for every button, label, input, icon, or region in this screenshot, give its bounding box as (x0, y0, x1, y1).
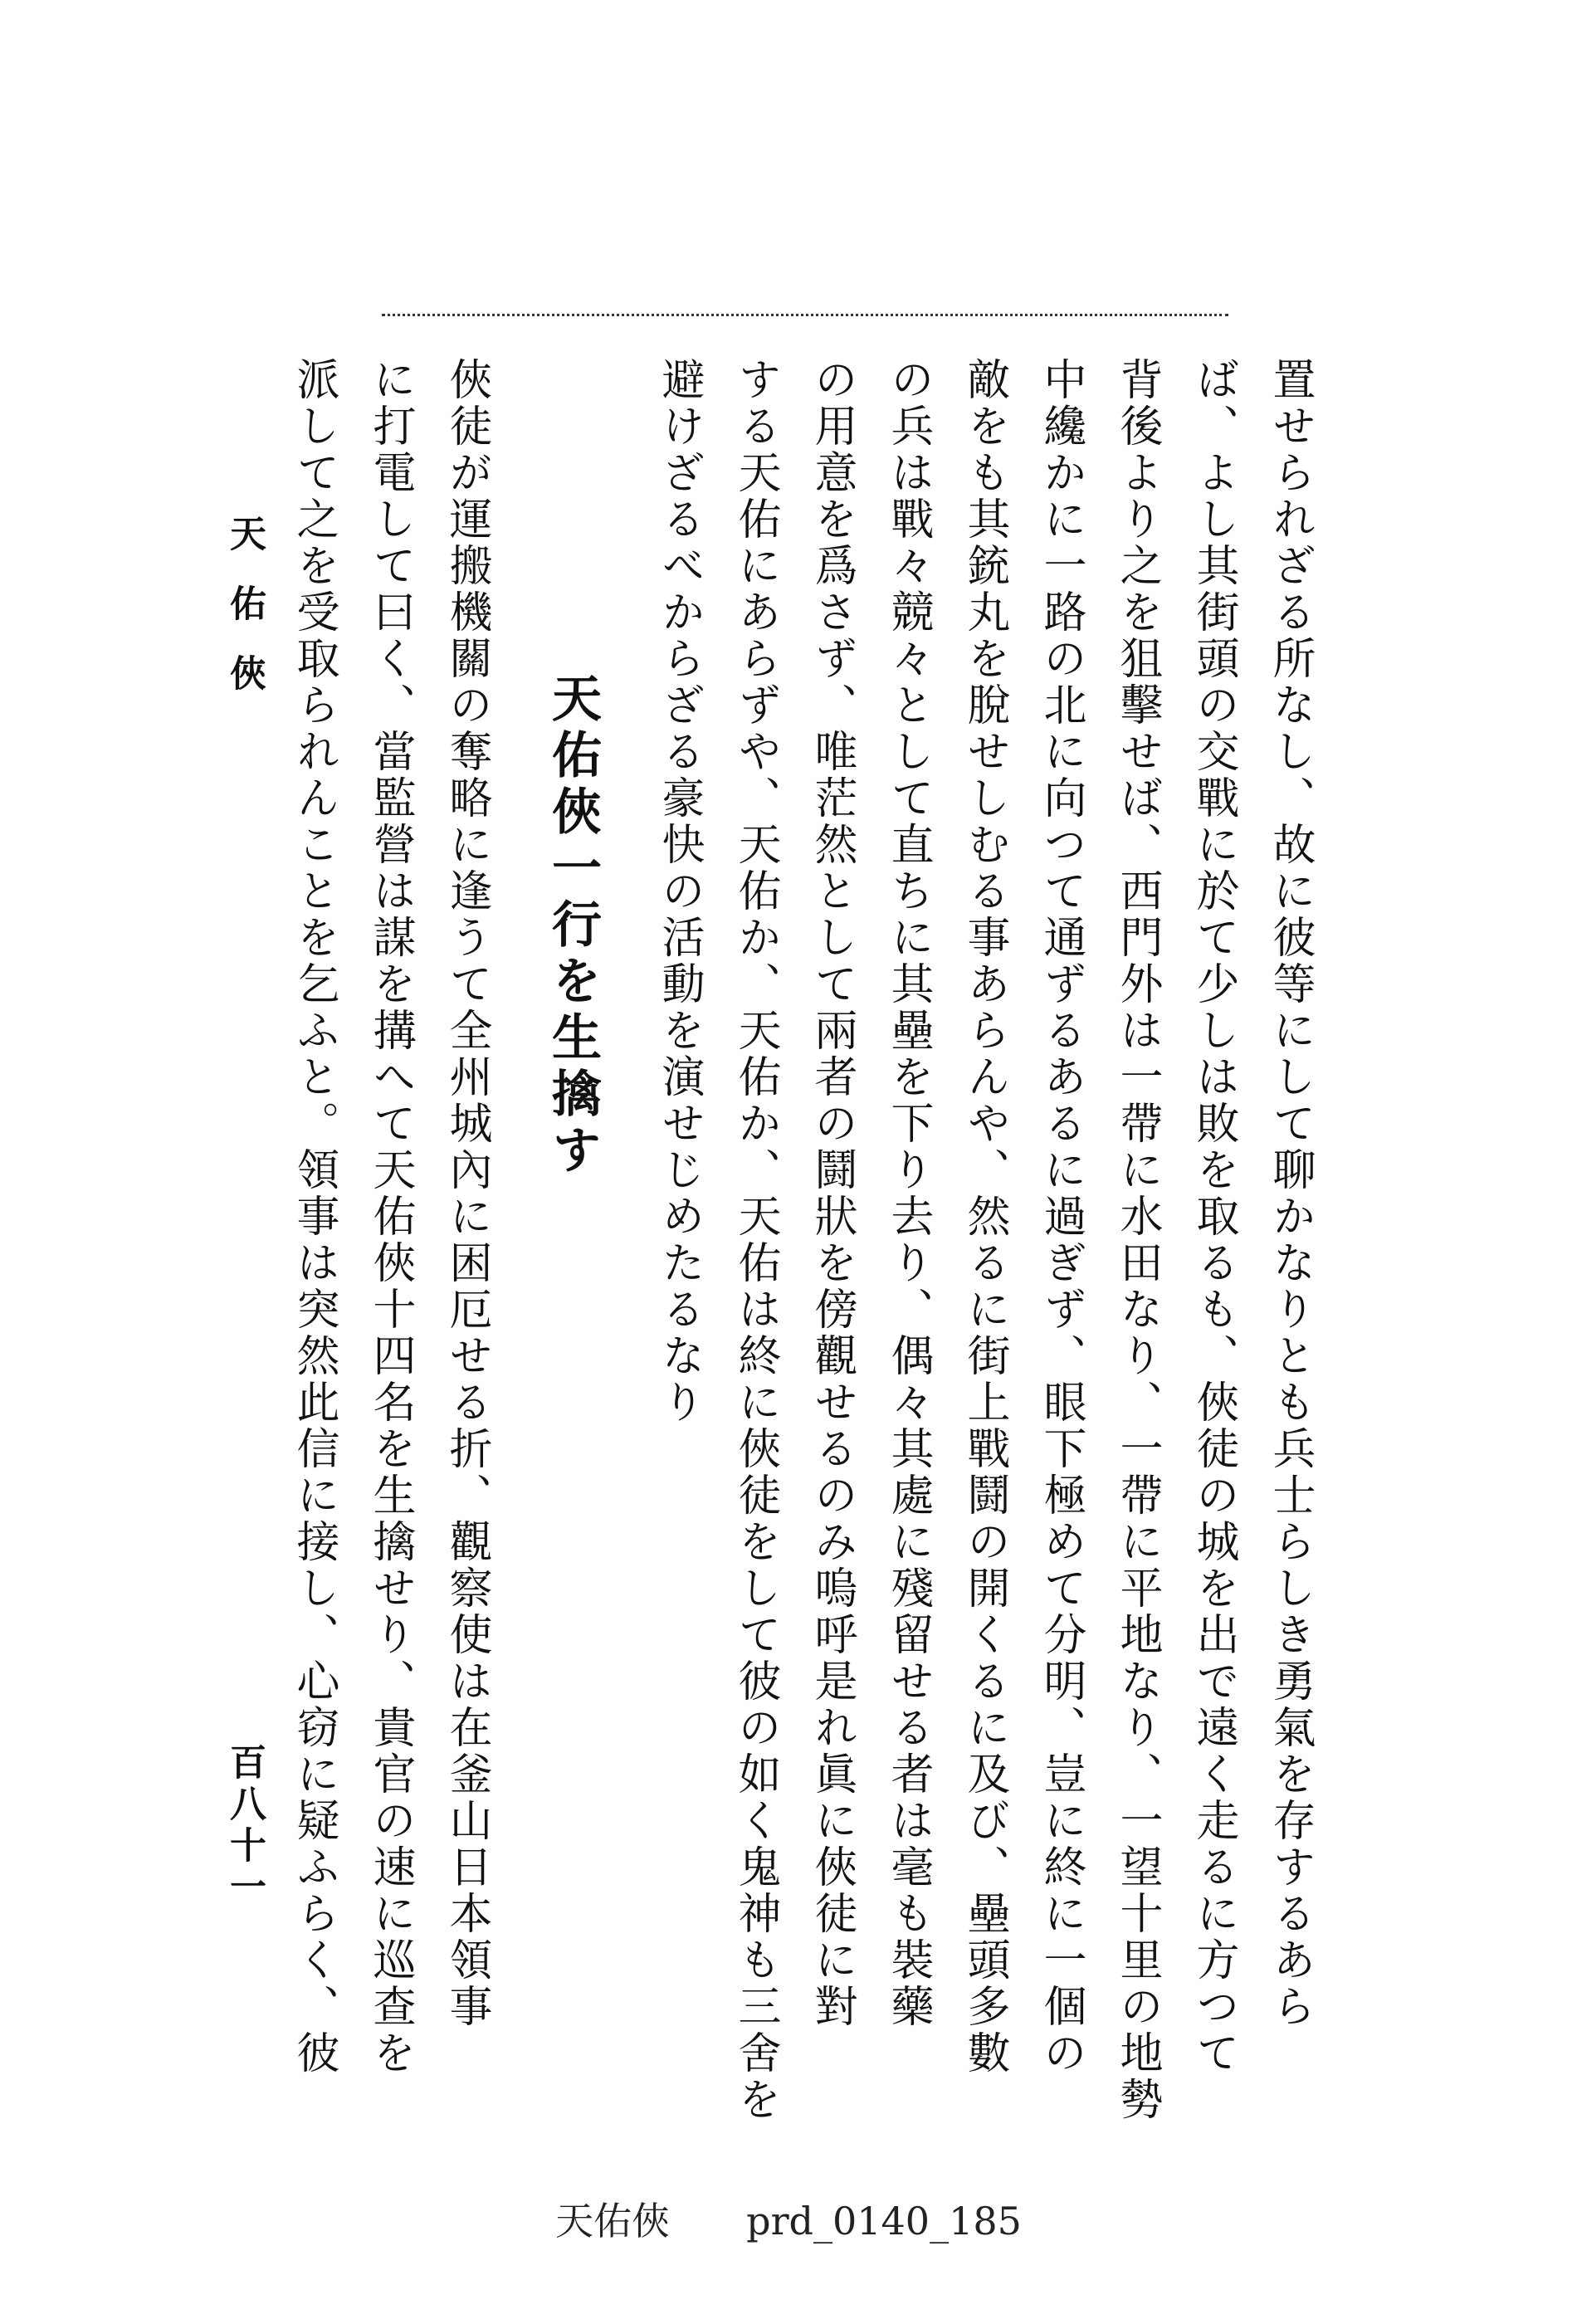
text-column: ば、よし其街頭の交戰に於て少しは敗を取るも、俠徒の城を出で遠く走るに方つて (1189, 357, 1238, 2077)
text-column: 背後より之を狙擊せば、西門外は一帶に水田なり、一帶に平地なり、一望十里の地勢 (1112, 357, 1162, 2123)
text-column: 避けざるべからざる豪快の活動を演せじめたるなり (654, 357, 704, 1426)
running-title: 天佑俠 (223, 515, 266, 724)
text-column: 派して之を受取られんことを乞ふと。領事は突然此信に接し、心窃に疑ふらく、彼 (289, 357, 339, 2077)
text-column: に打電して曰く、當監營は謀を搆へて天佑俠十四名を生擒せり、貴官の速に巡查を (365, 357, 415, 2077)
text-column: の用意を爲さず、唯茫然として兩者の鬪狀を傍觀せるのみ嗚呼是れ眞に俠徒に對 (807, 357, 857, 2030)
text-column: する天佑にあらずや、天佑か、天佑か、天佑は終に俠徒をして彼の如く鬼神も三舍を (730, 357, 780, 2123)
text-column: 俠徒が運搬機關の奪略に逢うて全州城內に困厄せる折、觀察使は在釜山日本領事 (442, 357, 491, 2030)
text-column: の兵は戰々競々として直ちに其壘を下り去り、偶々其處に殘留せる者は毫も裝藥 (883, 357, 933, 2030)
scan-caption: 天佑俠 prd_0140_185 (555, 2199, 1022, 2243)
vertical-body-text (249, 357, 1328, 2123)
text-column: 敵をも其銃丸を脫せしむる事あらんや、然るに街上戰鬪の開くるに及び、壘頭多數 (959, 357, 1009, 2077)
section-heading: 天佑俠一行を生擒す (544, 672, 602, 1180)
top-dotted-rule (382, 314, 1228, 316)
text-column: 中纔かに一路の北に向つて通ずるあるに過ぎず、眼下極めて分明、豈に終に一個の (1036, 357, 1086, 2077)
page-number: 百八十一 (223, 1743, 266, 1909)
text-column: 置せられざる所なし、故に彼等にして聊かなりとも兵士らしき勇氣を存するあら (1265, 357, 1315, 2030)
